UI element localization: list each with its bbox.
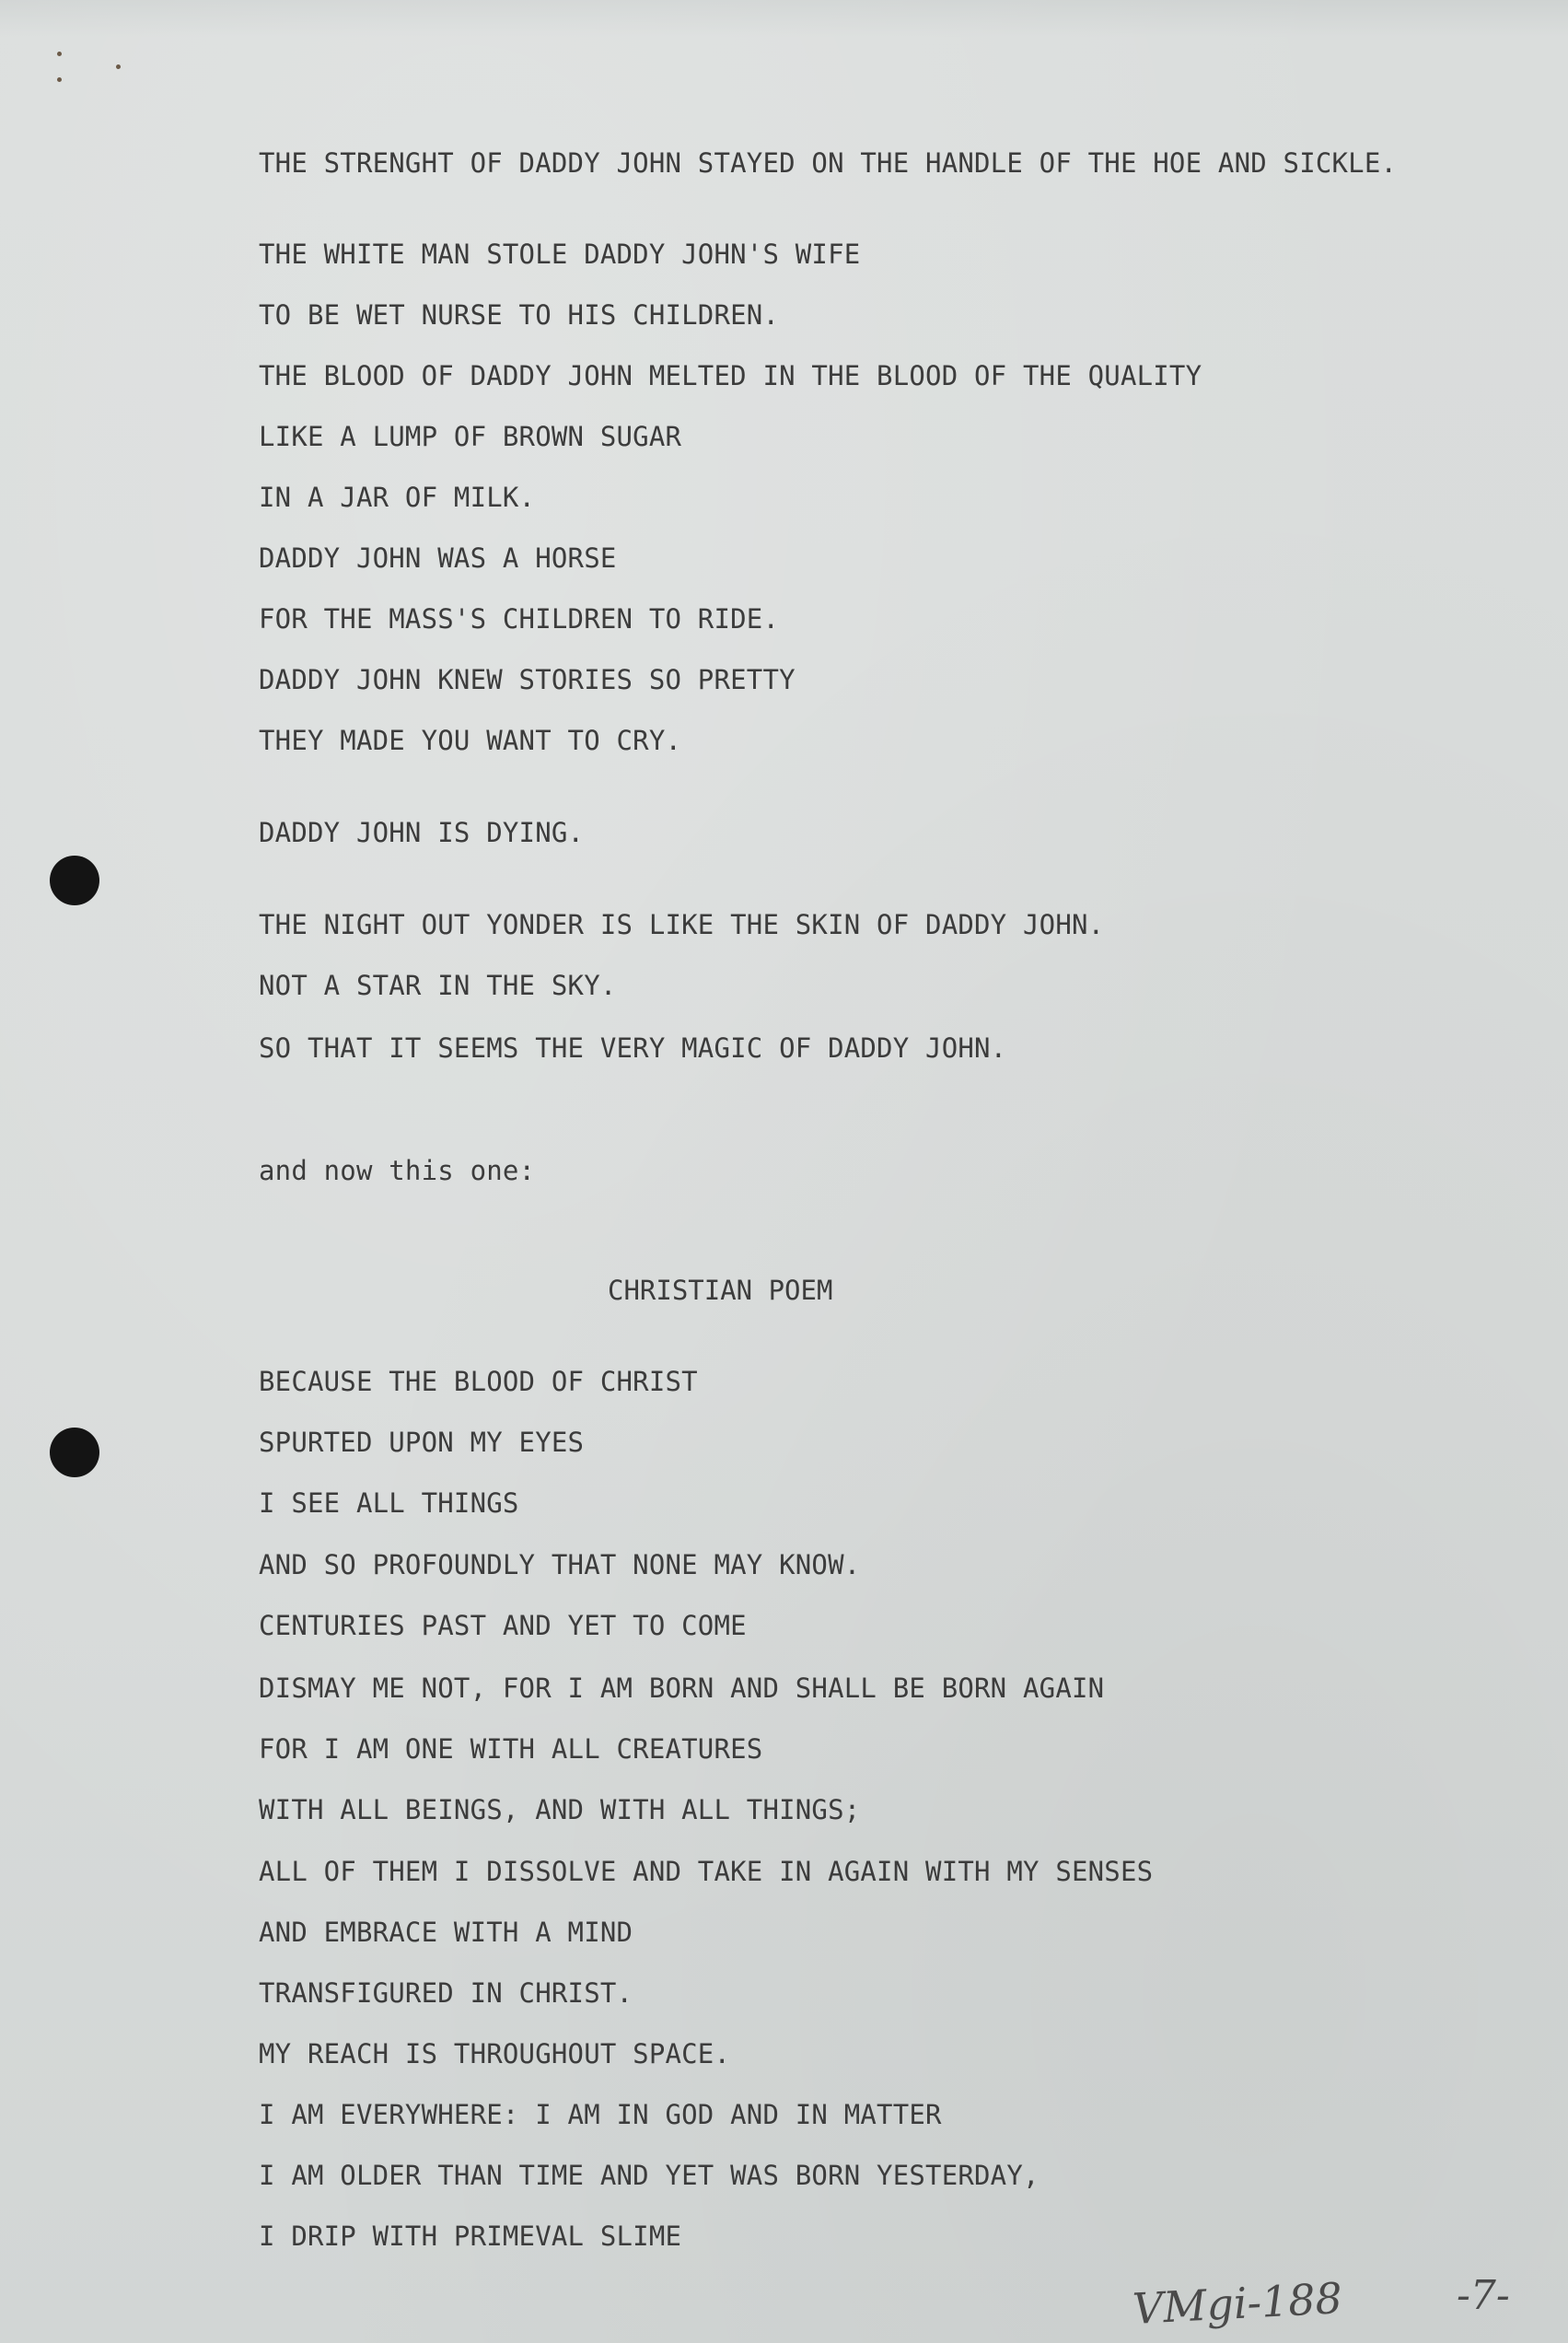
poem-line: DISMAY ME NOT, FOR I AM BORN AND SHALL BE BORN AGAIN [259, 1673, 1105, 1704]
top-line: THE STRENGHT OF DADDY JOHN STAYED ON THE HANDLE OF THE HOE AND SICKLE. [259, 147, 1398, 179]
stanza-1-line: THEY MADE YOU WANT TO CRY. [259, 725, 682, 756]
poem-line: FOR I AM ONE WITH ALL CREATURES [259, 1733, 763, 1765]
poem-line: WITH ALL BEINGS, AND WITH ALL THINGS; [259, 1794, 861, 1825]
poem-line: I DRIP WITH PRIMEVAL SLIME [259, 2221, 682, 2252]
handwritten-page-number: -7- [1457, 2272, 1510, 2319]
poem-line: I SEE ALL THINGS [259, 1487, 519, 1519]
poem-line: TRANSFIGURED IN CHRIST. [259, 1977, 633, 2009]
poem-line: CENTURIES PAST AND YET TO COME [259, 1610, 747, 1641]
poem-line: I AM EVERYWHERE: I AM IN GOD AND IN MATTER [259, 2099, 942, 2130]
poem-line: I AM OLDER THAN TIME AND YET WAS BORN YESTERDAY, [259, 2160, 1040, 2191]
poem-line: AND EMBRACE WITH A MIND [259, 1917, 633, 1948]
paper-speck [116, 64, 121, 69]
punch-hole-bottom [50, 1428, 99, 1477]
stanza-1-line: DADDY JOHN WAS A HORSE [259, 542, 617, 574]
poem-line: AND SO PROFOUNDLY THAT NONE MAY KNOW. [259, 1549, 861, 1580]
stanza-1-line: TO BE WET NURSE TO HIS CHILDREN. [259, 299, 780, 331]
stanza-1-line: THE BLOOD OF DADDY JOHN MELTED IN THE BLOOD OF THE QUALITY [259, 360, 1202, 391]
stanza-1-line: LIKE A LUMP OF BROWN SUGAR [259, 421, 682, 452]
stanza-1-line: THE WHITE MAN STOLE DADDY JOHN'S WIFE [259, 239, 861, 270]
stanza-1-line: IN A JAR OF MILK. [259, 482, 536, 513]
poem-line: ALL OF THEM I DISSOLVE AND TAKE IN AGAIN WITH MY SENSES [259, 1856, 1154, 1887]
poem-line: SPURTED UPON MY EYES [259, 1427, 585, 1458]
poem-title: CHRISTIAN POEM [608, 1275, 833, 1306]
stanza-2-line: NOT A STAR IN THE SKY. [259, 970, 617, 1001]
poem-line: BECAUSE THE BLOOD OF CHRIST [259, 1366, 698, 1397]
dying-line: DADDY JOHN IS DYING. [259, 817, 585, 848]
stanza-1-line: FOR THE MASS'S CHILDREN TO RIDE. [259, 603, 780, 635]
stanza-2-line: THE NIGHT OUT YONDER IS LIKE THE SKIN OF DADDY JOHN. [259, 909, 1105, 940]
poem-line: MY REACH IS THROUGHOUT SPACE. [259, 2038, 731, 2069]
transition-line: and now this one: [259, 1155, 536, 1186]
stanza-1-line: DADDY JOHN KNEW STORIES SO PRETTY [259, 664, 796, 695]
paper-speck [57, 77, 62, 82]
paper-speck [57, 52, 62, 56]
stanza-2-line: SO THAT IT SEEMS THE VERY MAGIC OF DADDY JOHN. [259, 1032, 1007, 1064]
handwritten-reference: VMgi-188 [1131, 2273, 1344, 2334]
punch-hole-top [50, 856, 99, 905]
